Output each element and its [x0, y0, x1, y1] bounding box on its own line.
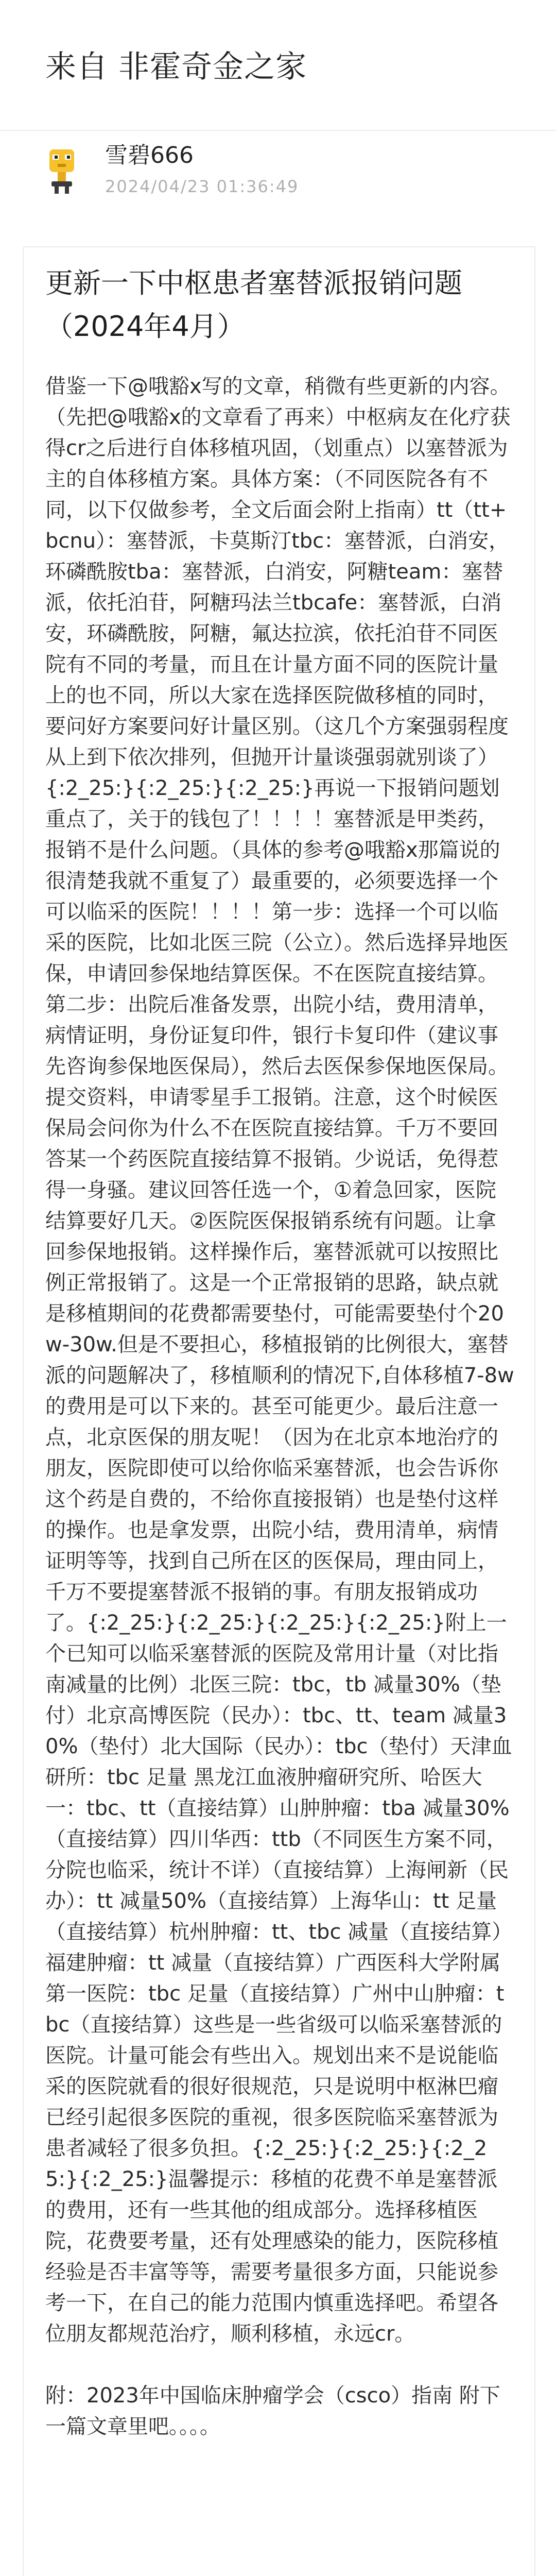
article-title: 更新一下中枢患者塞替派报销问题（2024年4月） — [45, 267, 462, 343]
article-body-text: 借鉴一下@哦豁x写的文章，稍微有些更新的内容。（先把@哦豁x的文章看了再来）中枢病友在化疗获得cr之后进行自体移植巩固，（划重点）以塞替派为主的自体移植方案。具体方案：（不同医院各有不同，以下仅做参考，全文后面会附上指南）tt（tt+bcnu）：塞替派，卡莫斯汀tbc：塞替派，白消安，环磷酰胺tba：塞替派，白消安，阿糖team：塞替派，依托泊苷，阿糖玛法兰tbcafe：塞替派，白消安，环磷酰胺，阿糖，氟达拉滨，依托泊苷不同医院有不同的考量，而且在计量方面不同的医院计量上的也不同，所以大家在选择医院做移植的同时，要问好方案要问好计量区别。（这几个方案强弱程度从上到下依次排列，但抛开计量谈强弱就别谈了）{:2_25:}{:2_25:}{:2_25:}再说一下报销问题划重点了，关于的钱包了！！！！塞替派是甲类药，报销不是什么问题。（具体的参考@哦豁x那篇说的很清楚我就不重复了）最重要的，必须要选择一个可以临采的医院！！！！第一步：选择一个可以临采的医院，比如北医三院（公立）。然后选择异地医保，申请回参保地结算医保。不在医院直接结算。第二步：出院后准备发票，出院小结，费用清单，病情证明，身份证复印件，银行卡复印件（建议事先咨询参保地医保局），然后去医保参保地医保局。提交资料，申请零星手工报销。注意，这个时候医保局会问你为什么不在医院直接结算。千万不要回答某一个药医院直接结算不报销。少说话，免得惹得一身骚。建议回答任选一个，①着急回家，医院结算要好几天。②医院医保报销系统有问题。让拿回参保地报销。这样操作后，塞替派就可以按照比例正常报销了。这是一个正常报销的思路，缺点就是移植期间的花费都需要垫付，可能需要垫付个20w-30w.但是不要担心，移植报销的比例很大，塞替派的问题解决了，移植顺利的情况下,自体移植7-8w的费用是可以下来的。甚至可能更少。最后注意一点，北京医保的朋友呢！（因为在北京本地治疗的朋友，医院即使可以给你临采塞替派，也会告诉你这个药是自费的，不给你直接报销）也是垫付这样的操作。也是拿发票，出院小结，费用清单，病情证明等等，找到自己所在区的医保局，理由同上，千万不要提塞替派不报销的事。有朋友报销成功了。{:2_25:}{:2_25:}{:2_25:}{:2_25:}附上一个已知可以临采塞替派的医院及常用计量（对比指南减量的比例）北医三院：tbc，tb 减量30%（垫付）北京高博医院（民办）：tbc、tt、team 减量30%（垫付）北大国际（民办）：tbc（垫付）天津血研所：tbc 足量 黑龙江血液肿瘤研究所、哈医大一：tbc、tt（直接结算）山肿肿瘤：tba 减量30%（直接结算）四川华西：ttb（不同医生方案不同，分院也临采，统计不详）（直接结算）上海闸新（民办）：tt 减量50%（直接结算）上海华山：tt 足量（直接结算）杭州肿瘤：tt、tbc 减量（直接结算）福建肿瘤：tt 减量（直接结算）广西医科大学附属第一医院：tbc 足量（直接结算）广州中山肿瘤：tbc（直接结算）这些是一些省级可以临采塞替派的医院。计量可能会有些出入。规划出来不是说能临采的医院就看的很好很规范，只是说明中枢淋巴瘤已经引起很多医院的重视，很多医院临采塞替派为患者减轻了很多负担。{:2_25:}{:2_25:}{:2_25:}{:2_25:}温馨提示：移植的花费不单是塞替派的费用，还有一些其他的组成部分。选择移植医院，花费要考量，还有处理感染的能力，医院移植经验是否丰富等等，需要考量很多方面，只能说参考一下，在自己的能力范围内慎重选择吧。希望各位朋友都规范治疗，顺利移植，永远cr。 — [45, 375, 514, 2346]
author-name[interactable]: 雪碧666 — [105, 142, 194, 168]
article-appendix: 附：2023年中国临床肿瘤学会（csco）指南 附下一篇文章里吧。。。。 — [45, 2384, 500, 2438]
yellow-cartoon-avatar-icon[interactable] — [43, 147, 80, 195]
source-header — [0, 0, 556, 131]
source-title[interactable]: 来自 非霍奇金之家 — [45, 49, 307, 85]
article-body — [45, 371, 515, 2442]
post-timestamp: 2024/04/23 01:36:49 — [105, 177, 299, 196]
